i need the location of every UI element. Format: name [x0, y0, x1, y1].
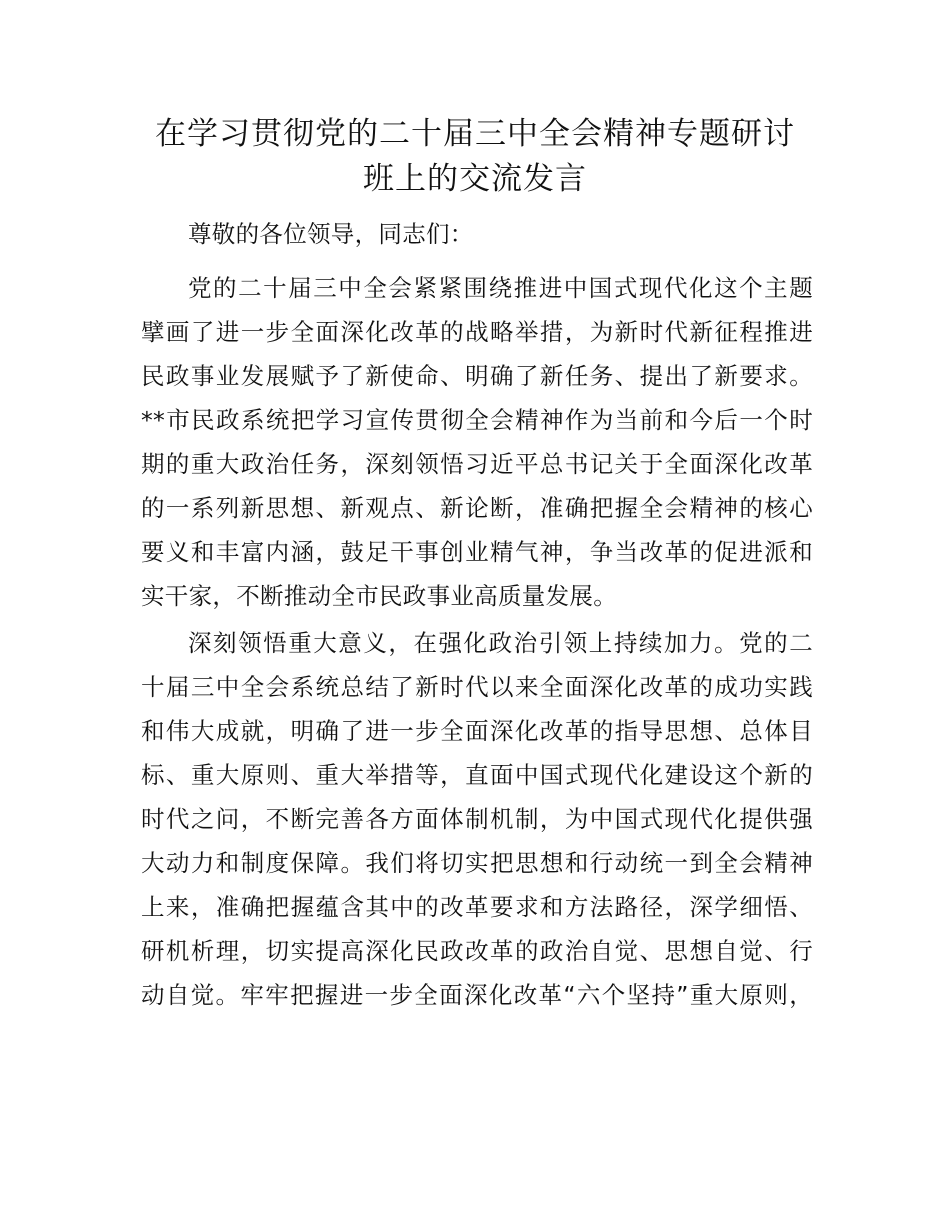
- paragraph-1-line: 的一系列新思想、新观点、新论断，准确把握全会精神的核心: [141, 494, 813, 522]
- paragraph-1-line: 期的重大政治任务，深刻领悟习近平总书记关于全面深化改革: [141, 450, 813, 478]
- paragraph-2-line: 大动力和制度保障。我们将切实把思想和行动统一到全会精神: [141, 849, 813, 877]
- paragraph-2-line: 时代之问，不断完善各方面体制机制，为中国式现代化提供强: [141, 805, 813, 833]
- paragraph-1-line: 党的二十届三中全会紧紧围绕推进中国式现代化这个主题: [188, 274, 813, 302]
- document-title-line-2: 班上的交流发言: [363, 161, 587, 197]
- paragraph-2-line: 和伟大成就，明确了进一步全面深化改革的指导思想、总体目: [141, 717, 813, 745]
- paragraph-1-line: 要义和丰富内涵，鼓足干事创业精气神，争当改革的促进派和: [141, 538, 813, 566]
- paragraph-2-line: 十届三中全会系统总结了新时代以来全面深化改革的成功实践: [141, 673, 813, 701]
- paragraph-2-line: 上来，准确把握蕴含其中的改革要求和方法路径，深学细悟、: [141, 893, 813, 921]
- paragraph-1-line: **市民政系统把学习宣传贯彻全会精神作为当前和今后一个时: [141, 406, 813, 434]
- document-title-line-1: 在学习贯彻党的二十届三中全会精神专题研讨: [155, 116, 795, 152]
- paragraph-2-line: 研机析理，切实提高深化民政改革的政治自觉、思想自觉、行: [141, 937, 813, 965]
- paragraph-2-line: 标、重大原则、重大举措等，直面中国式现代化建设这个新的: [141, 761, 813, 789]
- paragraph-1-line: 实干家，不断推动全市民政事业高质量发展。: [141, 582, 617, 610]
- paragraph-2-line: 动自觉。牢牢把握进一步全面深化改革“六个坚持”重大原则，: [141, 981, 813, 1009]
- paragraph-2-line: 深刻领悟重大意义，在强化政治引领上持续加力。党的二: [188, 629, 813, 657]
- paragraph-1-line: 擘画了进一步全面深化改革的战略举措，为新时代新征程推进: [141, 318, 813, 346]
- paragraph-1-line: 民政事业发展赋予了新使命、明确了新任务、提出了新要求。: [141, 362, 813, 390]
- salutation: 尊敬的各位领导，同志们：: [188, 220, 474, 248]
